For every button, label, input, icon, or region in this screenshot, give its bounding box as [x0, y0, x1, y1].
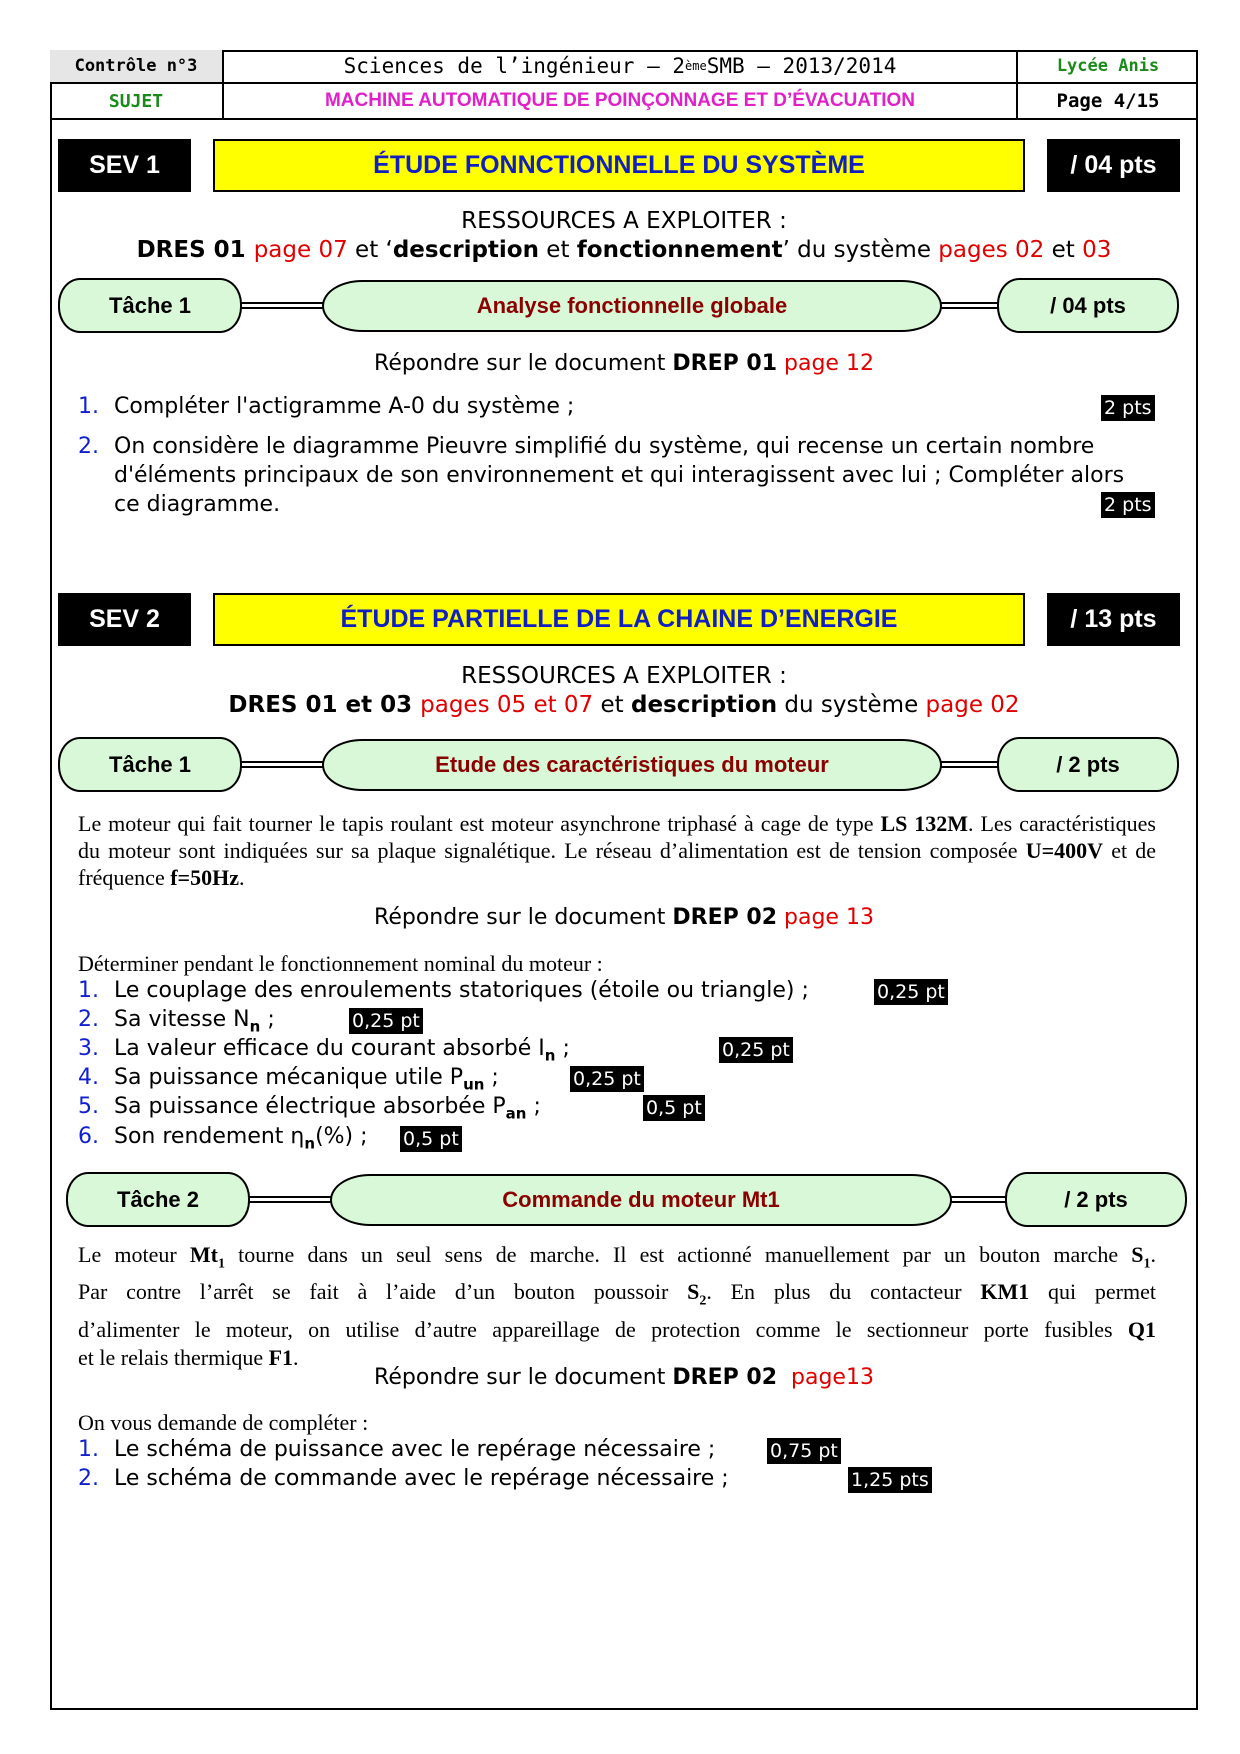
sev2-task1-intro: Déterminer pendant le fonctionnement nominal du moteur :	[78, 951, 603, 976]
sev1-item-2-num: 2.	[78, 434, 99, 459]
sev2-task1-p-b: LS 132M	[880, 811, 969, 836]
sev2-task1-item-3-tail: ;	[555, 1036, 570, 1061]
sev1-item-2-pts: 2 pts	[1101, 492, 1155, 518]
sev2-task1-answer-a: Répondre sur le document	[374, 905, 673, 930]
sev2-task1-item-5	[78, 1094, 541, 1122]
l2-b-sub: 2	[699, 1293, 707, 1309]
sev2-task2-answer-line	[50, 1365, 1198, 1390]
sev2-task2-label: Tâche 2	[66, 1172, 250, 1227]
sev2-task2-intro: On vous demande de compléter :	[78, 1410, 369, 1435]
sev1-resources	[50, 235, 1198, 265]
sev2-task1-connector-right	[940, 761, 1000, 768]
sev1-item-1-text: Compléter l'actigramme A-0 du système ;	[114, 394, 575, 419]
l1-c: tourne dans un seul sens de marche. Il est actionné manuellement par un bouton marche	[224, 1242, 1132, 1267]
sev1-item-1-pts: 2 pts	[1101, 395, 1155, 421]
sev2-res-c: et	[593, 692, 631, 718]
sev1-label: SEV 1	[58, 139, 191, 192]
l1-b: Mt	[189, 1242, 218, 1267]
sev2-task1-item-6-pts: 0,5 pt	[400, 1126, 462, 1152]
sev2-task2-line3	[78, 1316, 1156, 1344]
sev2-task1-item-4	[78, 1065, 499, 1093]
sev2-task2-answer-c: page13	[777, 1365, 874, 1390]
sev1-answer-line	[50, 351, 1198, 376]
sev2-task1-p-g: .	[238, 865, 245, 890]
sev2-task1-item-2	[78, 1007, 275, 1035]
sev1-item-2-line2: d'éléments principaux de son environnement et qui interagissent avec lui ; Compléter alors	[114, 463, 1125, 488]
sev2-task1-answer-b: DREP 02	[672, 905, 778, 930]
sev2-task1-item-5-pts: 0,5 pt	[643, 1095, 705, 1121]
l2-a: Par contre l’arrêt se fait à l’aide d’un bouton poussoir	[78, 1279, 688, 1305]
sev1-task-connector-right	[940, 302, 1000, 309]
sev1-item-1	[78, 394, 574, 419]
sev2-task1-item-1-text: Le couplage des enroulements statoriques (étoile ou triangle) ;	[114, 978, 809, 1003]
sev1-res-g: ’ du système	[782, 237, 939, 263]
sev2-task1-p-d: U=400V	[1025, 838, 1104, 863]
l4-c: .	[293, 1344, 299, 1370]
sev2-task1-connector-left	[240, 761, 324, 768]
header-row-1	[50, 50, 1198, 84]
sev2-resources-title: RESSOURCES A EXPLOITER :	[461, 663, 787, 689]
sev2-task1-p-c: . Les caractéristiques du moteur sont indiquées sur sa plaque signalétique. Le réseau d’alimentation est de tension composée	[78, 811, 1156, 863]
sev2-task1-item-3-text: La valeur efficace du courant absorbé I	[114, 1036, 545, 1061]
sev2-task1-p-a: Le moteur qui fait tourner le tapis roulant est moteur asynchrone triphasé à cage de type	[78, 811, 881, 836]
sev1-res-f: fonctionnement	[576, 237, 783, 263]
sev2-task1-p-e: et de fréquence	[78, 838, 1156, 890]
course-title	[224, 50, 1018, 84]
sev2-task1-item-4-pts: 0,25 pt	[570, 1066, 644, 1092]
l1-d-sub: 1	[1143, 1256, 1151, 1272]
sev2-res-e: du système	[777, 692, 926, 718]
sev2-task1-item-3-num: 3.	[78, 1036, 99, 1061]
sev1-answer-c: page 12	[777, 351, 874, 376]
sev2-res-b: pages 05 et 07	[420, 692, 594, 718]
sev2-task1-points: / 2 pts	[997, 737, 1179, 792]
sujet-label: SUJET	[50, 84, 224, 120]
machine-title: MACHINE AUTOMATIQUE DE POINÇONNAGE ET D’ÉVACUATION	[224, 84, 1018, 120]
sev2-task1-item-1	[78, 978, 809, 1003]
sev2-task2-line1	[78, 1241, 1156, 1278]
sev1-answer-a: Répondre sur le document	[374, 351, 673, 376]
sev1-answer-b: DREP 01	[672, 351, 778, 376]
sev1-res-e: et	[538, 237, 577, 263]
sev1-item-2-line1: On considère le diagramme Pieuvre simplifié du système, qui recense un certain nombre	[114, 434, 1095, 459]
sev2-task1-item-2-sub: n	[249, 1017, 261, 1036]
l3-b: Q1	[1127, 1316, 1156, 1342]
sev1-resources-title: RESSOURCES A EXPLOITER :	[461, 208, 787, 234]
sev2-resources	[50, 690, 1198, 720]
sev2-task1-answer-c: page 13	[777, 905, 874, 930]
l1-a: Le moteur	[78, 1242, 190, 1267]
sev2-task1-p-f: f=50Hz	[170, 865, 239, 890]
sev2-task2-item-1-num: 1.	[78, 1437, 99, 1462]
sev2-task2-paragraph	[78, 1241, 1156, 1372]
page-number: Page 4/15	[1018, 84, 1198, 120]
l2-d: KM1	[980, 1279, 1030, 1305]
school-name: Lycée Anis	[1018, 50, 1198, 84]
sev2-task2-title: Commande du moteur Mt1	[330, 1174, 952, 1226]
sev1-points: / 04 pts	[1047, 139, 1180, 192]
sev2-task2-connector-right	[950, 1196, 1008, 1203]
sev2-task1-item-5-tail: ;	[526, 1094, 541, 1119]
sev1-res-h: pages 02	[938, 237, 1045, 263]
sev1-item-2	[78, 432, 1124, 519]
sev2-task2-item-1	[78, 1437, 715, 1462]
sev1-task-title: Analyse fonctionnelle globale	[322, 280, 942, 332]
sev1-res-j: 03	[1082, 237, 1112, 263]
sev1-task-points: / 04 pts	[997, 278, 1179, 333]
sev2-task1-item-1-pts: 0,25 pt	[874, 979, 948, 1005]
l3-a: d’alimenter le moteur, on utilise d’autre appareillage de protection comme le sectionneur porte fusibles	[78, 1316, 1128, 1342]
sev2-task2-item-2	[78, 1466, 729, 1491]
sev2-task1-item-4-sub: un	[463, 1075, 485, 1094]
sev2-task1-item-4-tail: ;	[484, 1065, 499, 1090]
l1-e: .	[1150, 1242, 1156, 1267]
sev2-task1-item-3	[78, 1036, 570, 1064]
sev2-task1-item-4-num: 4.	[78, 1065, 99, 1090]
sev2-label: SEV 2	[58, 593, 191, 646]
sev1-task-connector-left	[240, 302, 324, 309]
sev2-task1-item-6	[78, 1124, 368, 1152]
sev2-task1-item-2-num: 2.	[78, 1007, 99, 1032]
sev2-task1-item-6-sub: n	[304, 1134, 316, 1153]
sev1-res-d: description	[392, 237, 539, 263]
sev1-res-c: et ‘	[347, 237, 393, 263]
sev1-res-b: page 07	[253, 237, 348, 263]
l1-d: S	[1131, 1242, 1144, 1267]
sev1-res-a: DRES 01	[136, 237, 254, 263]
sev2-task2-item-1-pts: 0,75 pt	[767, 1438, 841, 1464]
sev2-points: / 13 pts	[1047, 593, 1180, 646]
sev2-task2-item-2-text: Le schéma de commande avec le repérage nécessaire ;	[114, 1466, 729, 1491]
sev2-task1-item-6-num: 6.	[78, 1124, 99, 1149]
l1-b-sub: 1	[217, 1256, 225, 1272]
sev1-task-label: Tâche 1	[58, 278, 242, 333]
sev2-res-a: DRES 01 et 03	[228, 692, 421, 718]
controle-label: Contrôle n°3	[50, 50, 224, 84]
sev2-task1-item-2-text: Sa vitesse N	[114, 1007, 250, 1032]
sev2-task2-item-2-pts: 1,25 pts	[848, 1467, 932, 1493]
sev2-task1-item-3-sub: n	[544, 1046, 556, 1065]
sev2-task1-label: Tâche 1	[58, 737, 242, 792]
sev2-task1-item-5-text: Sa puissance électrique absorbée P	[114, 1094, 506, 1119]
l2-b: S	[687, 1279, 700, 1305]
sev1-item-2-line3: ce diagramme.	[114, 492, 281, 517]
sev1-res-i: et	[1044, 237, 1083, 263]
sev2-task2-answer-a: Répondre sur le document	[374, 1365, 673, 1390]
sev2-task1-title: Etude des caractéristiques du moteur	[322, 739, 942, 791]
sev2-task2-connector-left	[248, 1196, 332, 1203]
sev2-task1-item-3-pts: 0,25 pt	[719, 1037, 793, 1063]
sev2-task1-item-2-pts: 0,25 pt	[349, 1008, 423, 1034]
sev2-task1-item-6-tail: (%) ;	[315, 1124, 368, 1149]
sev2-task1-item-5-sub: an	[505, 1104, 527, 1123]
sev2-task1-item-2-tail: ;	[260, 1007, 275, 1032]
sev2-title: ÉTUDE PARTIELLE DE LA CHAINE D’ENERGIE	[213, 593, 1025, 646]
sev2-task1-item-5-num: 5.	[78, 1094, 99, 1119]
sev2-task2-item-2-num: 2.	[78, 1466, 99, 1491]
l2-c: . En plus du contacteur	[706, 1279, 981, 1305]
l4-b: F1	[268, 1344, 294, 1370]
course-title-a: Sciences de l’ingénieur – 2	[343, 54, 686, 78]
sev2-task2-points: / 2 pts	[1005, 1172, 1187, 1227]
course-title-sup: ème	[685, 59, 707, 73]
sev2-task1-item-6-text: Son rendement η	[114, 1124, 305, 1149]
sev2-task2-line2	[78, 1278, 1156, 1315]
sev2-task2-item-1-text: Le schéma de puissance avec le repérage nécessaire ;	[114, 1437, 716, 1462]
sev2-task1-item-4-text: Sa puissance mécanique utile P	[114, 1065, 464, 1090]
sev2-res-d: description	[630, 692, 778, 718]
sev2-task1-paragraph	[78, 810, 1156, 891]
sev2-task2-answer-b: DREP 02	[672, 1365, 778, 1390]
sev2-res-f: page 02	[925, 692, 1020, 718]
sev1-item-1-num: 1.	[78, 394, 99, 419]
course-title-b: SMB – 2013/2014	[706, 54, 897, 78]
l2-e: qui permet	[1029, 1279, 1156, 1305]
sev1-title: ÉTUDE FONNCTIONNELLE DU SYSTÈME	[213, 139, 1025, 192]
l4-a: et le relais thermique	[78, 1344, 269, 1370]
sev2-task1-answer-line	[50, 905, 1198, 930]
sev2-task1-item-1-num: 1.	[78, 978, 99, 1003]
header-row-2	[50, 84, 1198, 120]
